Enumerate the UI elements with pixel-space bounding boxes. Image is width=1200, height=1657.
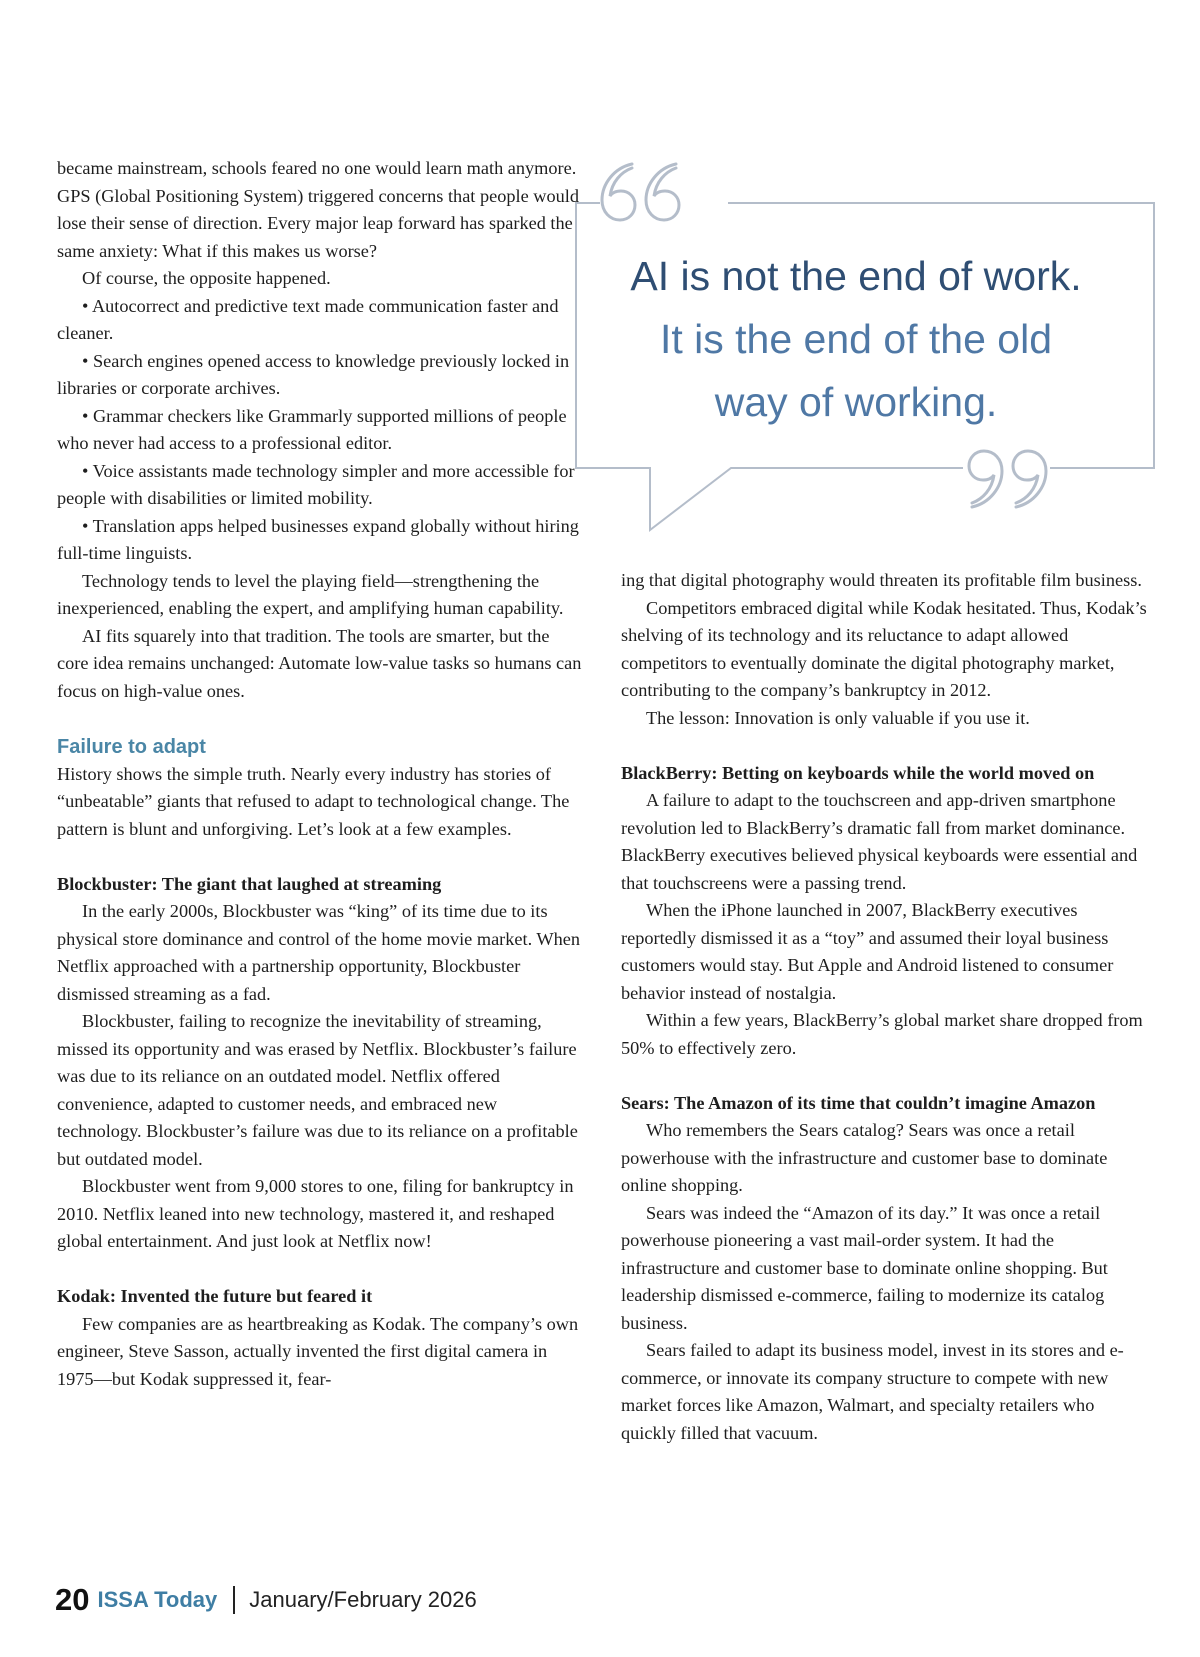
body-paragraph: Sears failed to adapt its business model, invest in its stores and e-commerce, or innovate its company structure to compete with new market forces like Amazon, Walmart, and specialty retailers who quickly filled that vacuum. <box>621 1340 1124 1443</box>
subheading-blackberry: BlackBerry: Betting on keyboards while the world moved on <box>621 762 1095 783</box>
body-paragraph: AI fits squarely into that tradition. The tools are smarter, but the core idea remains unchanged: Automate low-value tasks so humans can focus on high-value ones. <box>57 625 582 701</box>
subheading-blockbuster: Blockbuster: The giant that laughed at streaming <box>57 873 442 894</box>
pull-quote-line: way of working. <box>714 379 998 425</box>
body-paragraph: Blockbuster, failing to recognize the inevitability of streaming, missed its opportunity and was erased by Netflix. Blockbuster’s failure was due to its reliance on an outdated model. Netflix offered convenience, adapted to customer needs, and embraced new technology. Blockbuster’s failure was due to its reliance on a profitable but outdated model. <box>57 1011 578 1169</box>
body-paragraph: Sears was indeed the “Amazon of its day.” It was once a retail powerhouse pioneering a vast mail-order system. It had the infrastructure and customer base to dominate online shopping. But leadership dismissed e-commerce, failing to modernize its catalog business. <box>621 1202 1108 1333</box>
bullet-item: • Search engines opened access to knowledge previously locked in libraries or corporate archives. <box>57 350 570 398</box>
body-paragraph: When the iPhone launched in 2007, BlackBerry executives reportedly dismissed it as a “toy” and assumed their loyal business customers would stay. But Apple and Android listened to consumer behavior instead of nostalgia. <box>621 900 1114 1003</box>
body-paragraph: Competitors embraced digital while Kodak hesitated. Thus, Kodak’s shelving of its technology and its reluctance to adapt allowed competitors to eventually dominate the digital photography market, contributing to the company’s bankruptcy in 2012. <box>621 597 1147 700</box>
page-footer <box>55 1578 477 1622</box>
body-paragraph: A failure to adapt to the touchscreen and app-driven smartphone revolution led to BlackBerry’s dramatic fall from market dominance. BlackBerry executives believed physical keyboards were essential and that touchscreens were a passing trend. <box>621 790 1138 893</box>
pull-quote-line: AI is not the end of work. <box>630 253 1082 299</box>
left-column <box>57 155 585 1393</box>
section-heading: Failure to adapt <box>57 735 206 758</box>
body-paragraph: Who remembers the Sears catalog? Sears was once a retail powerhouse with the infrastructure and customer base to dominate online shopping. <box>621 1120 1108 1195</box>
body-paragraph: became mainstream, schools feared no one would learn math anymore. GPS (Global Positioning System) triggered concerns that people would lose their sense of direction. Every major leap forward has sparked the same anxiety: What if this makes us worse? <box>57 158 579 261</box>
body-paragraph: Few companies are as heartbreaking as Kodak. The company’s own engineer, Steve Sasson, actually invented the first digital camera in 1975—but Kodak suppressed it, fear- <box>57 1313 579 1389</box>
bullet-item: • Voice assistants made technology simpler and more accessible for people with disabilities or limited mobility. <box>57 460 575 508</box>
issue-date: January/February 2026 <box>249 1587 477 1612</box>
body-paragraph: Blockbuster went from 9,000 stores to one, filing for bankruptcy in 2010. Netflix leaned into new technology, mastered it, and reshaped global entertainment. And just look at Netflix now! <box>57 1176 574 1251</box>
pull-quote <box>576 245 1136 434</box>
subheading-sears: Sears: The Amazon of its time that couldn’t imagine Amazon <box>621 1092 1096 1113</box>
body-paragraph: Of course, the opposite happened. <box>82 268 331 288</box>
body-paragraph: History shows the simple truth. Nearly every industry has stories of “unbeatable” giants that refused to adapt to technological change. The pattern is blunt and unforgiving. Let’s look at a few examples. <box>57 763 570 839</box>
right-column <box>621 567 1153 1447</box>
bullet-item: • Grammar checkers like Grammarly supported millions of people who never had access to a professional editor. <box>57 405 567 453</box>
body-paragraph: Within a few years, BlackBerry’s global market share dropped from 50% to effectively zero. <box>621 1010 1143 1058</box>
footer-divider <box>233 1586 235 1614</box>
subheading-kodak: Kodak: Invented the future but feared it <box>57 1286 373 1306</box>
body-paragraph: In the early 2000s, Blockbuster was “king” of its time due to its physical store dominance and control of the home movie market. When Netflix approached with a partnership opportunity, Blockbuster dismissed streaming as a fad. <box>57 901 581 1004</box>
open-quote-icon <box>602 164 679 220</box>
page-number: 20 <box>55 1582 90 1617</box>
pull-quote-line: It is the end of the old <box>659 316 1053 362</box>
body-paragraph: ing that digital photography would threaten its profitable film business. <box>621 570 1142 590</box>
close-quote-icon <box>969 451 1046 507</box>
body-paragraph: Technology tends to level the playing field—strengthening the inexperienced, enabling the expert, and amplifying human capability. <box>57 570 564 618</box>
bullet-item: • Translation apps helped businesses expand globally without hiring full-time linguists. <box>57 515 579 563</box>
body-paragraph: The lesson: Innovation is only valuable if you use it. <box>646 707 1030 728</box>
bullet-item: • Autocorrect and predictive text made communication faster and cleaner. <box>57 295 559 343</box>
magazine-name: ISSA Today <box>97 1587 218 1612</box>
